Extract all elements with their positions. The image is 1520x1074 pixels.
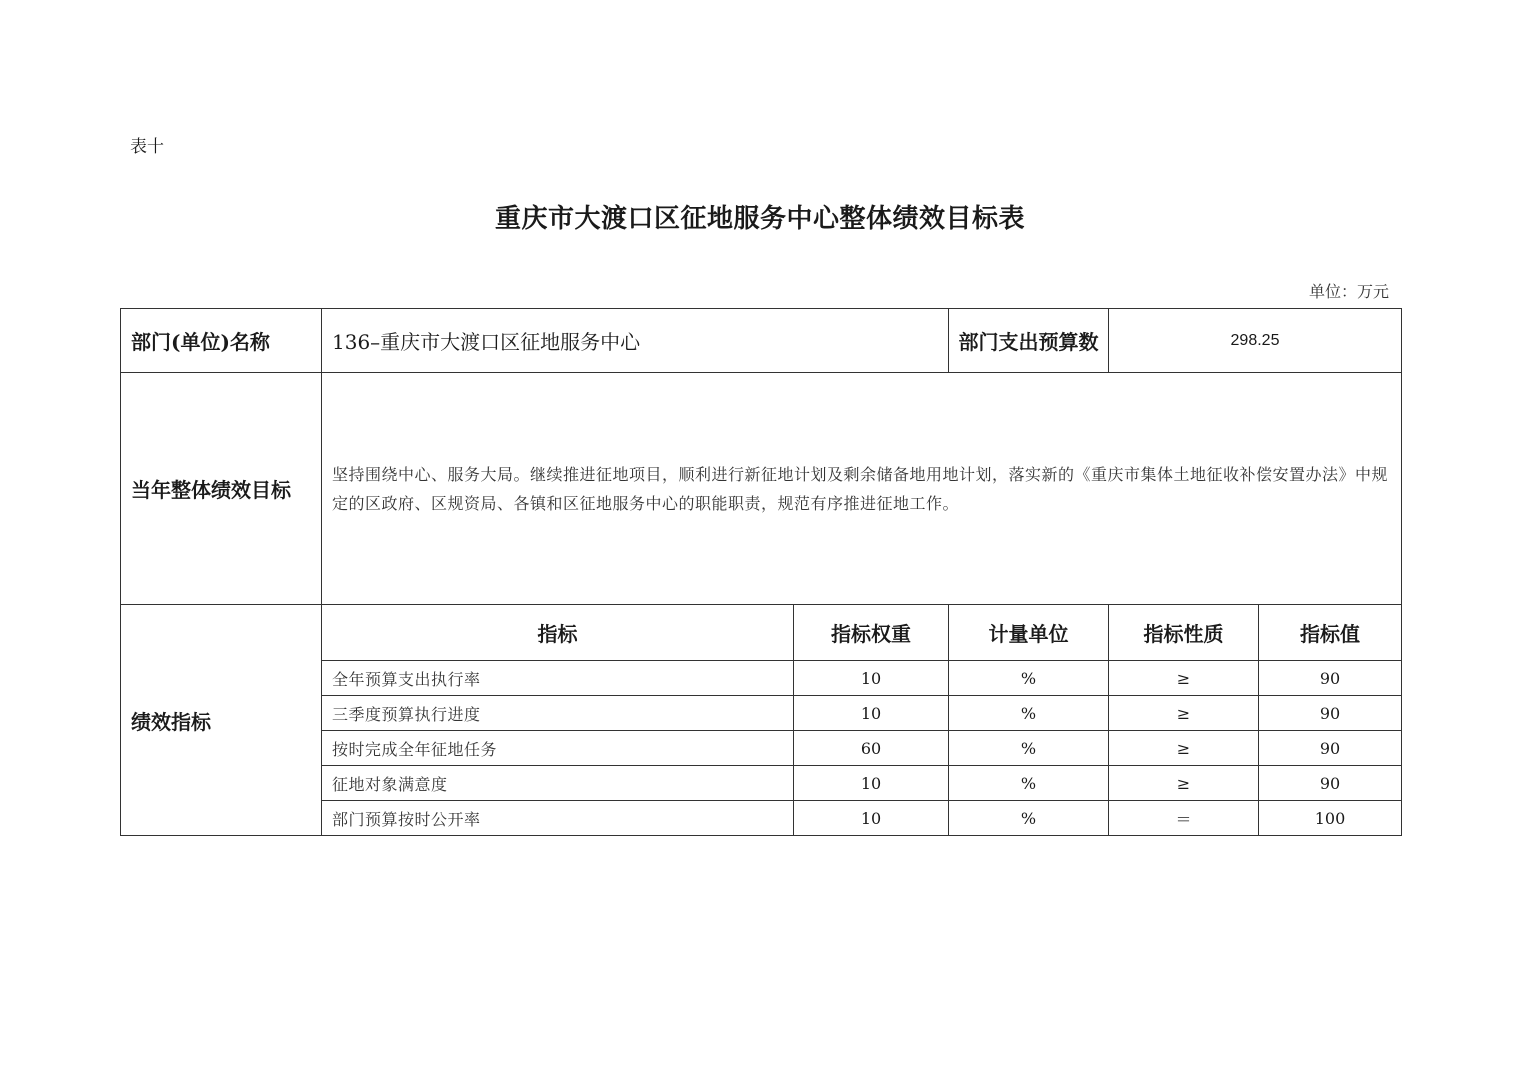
- indicator-weight: 10: [794, 766, 949, 801]
- header-weight: 指标权重: [794, 605, 949, 661]
- indicator-name: 三季度预算执行进度: [322, 696, 794, 731]
- indicators-label: 绩效指标: [121, 605, 322, 836]
- indicator-unit: %: [949, 696, 1109, 731]
- goal-row: [121, 373, 1402, 605]
- indicator-weight: 60: [794, 731, 949, 766]
- dept-name-label: 部门(单位)名称: [121, 309, 322, 373]
- indicator-value: 100: [1259, 801, 1402, 836]
- header-value: 指标值: [1259, 605, 1402, 661]
- header-nature: 指标性质: [1109, 605, 1259, 661]
- indicator-value: 90: [1259, 766, 1402, 801]
- dept-row: [121, 309, 1402, 373]
- indicator-name: 全年预算支出执行率: [322, 661, 794, 696]
- goal-label: 当年整体绩效目标: [121, 373, 322, 605]
- indicator-name: 按时完成全年征地任务: [322, 731, 794, 766]
- performance-table: [120, 308, 1402, 836]
- goal-text: 坚持围绕中心、服务大局。继续推进征地项目，顺利进行新征地计划及剩余储备地用地计划，落实新的《重庆市集体土地征收补偿安置办法》中规定的区政府、区规资局、各镇和区征地服务中心的职能职责，规范有序推进征地工作。: [322, 373, 1402, 605]
- page-title: 重庆市大渡口区征地服务中心整体绩效目标表: [494, 204, 1025, 234]
- indicator-header-row: [121, 605, 1402, 661]
- indicator-weight: 10: [794, 661, 949, 696]
- budget-label: 部门支出预算数: [949, 309, 1109, 373]
- indicator-value: 90: [1259, 731, 1402, 766]
- indicator-nature: ＝: [1109, 801, 1259, 836]
- indicator-unit: %: [949, 766, 1109, 801]
- header-indicator: 指标: [322, 605, 794, 661]
- header-unit: 计量单位: [949, 605, 1109, 661]
- indicator-unit: %: [949, 731, 1109, 766]
- indicator-unit: %: [949, 801, 1109, 836]
- budget-value: 298.25: [1109, 309, 1402, 373]
- table-label: 表十: [130, 137, 164, 157]
- indicator-name: 征地对象满意度: [322, 766, 794, 801]
- indicator-value: 90: [1259, 661, 1402, 696]
- indicator-unit: %: [949, 661, 1109, 696]
- indicator-nature: ≥: [1109, 661, 1259, 696]
- dept-name-value: 136–重庆市大渡口区征地服务中心: [322, 309, 949, 373]
- indicator-nature: ≥: [1109, 696, 1259, 731]
- indicator-nature: ≥: [1109, 731, 1259, 766]
- indicator-weight: 10: [794, 696, 949, 731]
- indicator-nature: ≥: [1109, 766, 1259, 801]
- indicator-name: 部门预算按时公开率: [322, 801, 794, 836]
- indicator-value: 90: [1259, 696, 1402, 731]
- unit-note: 单位：万元: [1308, 282, 1389, 301]
- indicator-weight: 10: [794, 801, 949, 836]
